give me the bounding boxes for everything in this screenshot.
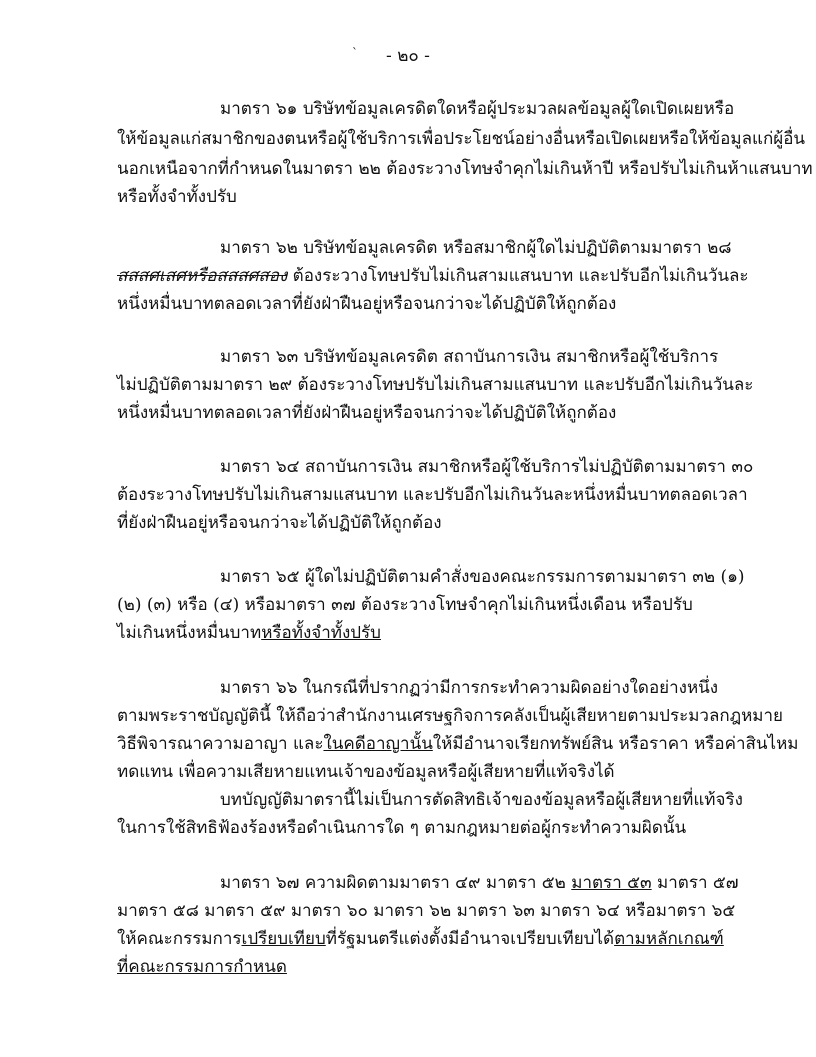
section-64-line-3: ที่ยังฝ่าฝืนอยู่หรือจนกว่าจะได้ปฏิบัติให้ถูกต้อง [117, 513, 442, 533]
section-66-line-1: มาตรา ๖๖ ในกรณีที่ปรากฏว่ามีการกระทำความผิดอย่างใดอย่างหนึ่ง [220, 678, 719, 698]
section-63-line-2: ไม่ปฏิบัติตามมาตรา ๒๙ ต้องระวางโทษปรับไม่เกินสามแสนบาท และปรับอีกไม่เกินวันละ [117, 375, 754, 395]
underlined-amendment: ที่คณะกรรมการกำหนด [117, 957, 287, 977]
section-65-line-3 [117, 622, 737, 644]
underlined-amendment: หรือทั้งจำทั้งปรับ [261, 623, 381, 643]
section-66-line-3-a: วิธีพิจารณาความอาญา และ [117, 734, 324, 754]
section-61-line-3: นอกเหนือจากที่กำหนดในมาตรา ๒๒ ต้องระวางโทษจำคุกไม่เกินห้าปี หรือปรับไม่เกินห้าแสนบาท [117, 159, 813, 179]
section-67-line-2: มาตรา ๕๘ มาตรา ๕๙ มาตรา ๖๐ มาตรา ๖๒ มาตรา ๖๓ มาตรา ๖๔ หรือมาตรา ๖๕ [117, 901, 736, 921]
section-66-line-3-c: ให้มีอำนาจเรียกทรัพย์สิน หรือราคา หรือค่าสินไหม [432, 734, 799, 754]
section-62-line-2-rest: ต้องระวางโทษปรับไม่เกินสามแสนบาท และปรับอีกไม่เกินวันละ [287, 266, 749, 286]
section-66-line-4: ทดแทน เพื่อความเสียหายแทนเจ้าของข้อมูลหรือผู้เสียหายที่แท้จริงได้ [117, 762, 615, 782]
section-65-line-2: (๒) (๓) หรือ (๔) หรือมาตรา ๓๗ ต้องระวางโทษจำคุกไม่เกินหนึ่งเดือน หรือปรับ [117, 595, 693, 615]
section-66-line-3 [117, 733, 799, 755]
scan-speck: ` [352, 46, 358, 60]
section-66-line-5: บทบัญญัติมาตรานี้ไม่เป็นการตัดสิทธิเจ้าของข้อมูลหรือผู้เสียหายที่แท้จริง [220, 790, 743, 810]
section-67-line-1-c: มาตรา ๕๗ [651, 873, 739, 893]
section-63-line-1: มาตรา ๖๓ บริษัทข้อมูลเครดิต สถาบันการเงิน สมาชิกหรือผู้ใช้บริการ [220, 347, 719, 367]
section-67-line-1-a: มาตรา ๖๗ ความผิดตามมาตรา ๔๙ มาตรา ๕๒ [220, 873, 572, 893]
underlined-amendment: ในคดีอาญานั้น [323, 734, 433, 754]
underlined-amendment: มาตรา ๕๓ [571, 873, 652, 893]
underlined-amendment: ตามหลักเกณฑ์ [614, 929, 724, 949]
section-66-line-6: ในการใช้สิทธิฟ้องร้องหรือดำเนินการใด ๆ ตามกฎหมายต่อผู้กระทำความผิดนั้น [117, 818, 687, 838]
section-66-line-2: ตามพระราชบัญญัตินี้ ให้ถือว่าสำนักงานเศรษฐกิจการคลังเป็นผู้เสียหายตามประมวลกฎหมาย [117, 706, 784, 726]
section-65-line-1: มาตรา ๖๕ ผู้ใดไม่ปฏิบัติตามคำสั่งของคณะกรรมการตามมาตรา ๓๒ (๑) [220, 567, 745, 587]
section-61-line-1: มาตรา ๖๑ บริษัทข้อมูลเครดิตใดหรือผู้ประมวลผลข้อมูลผู้ใดเปิดเผยหรือ [220, 99, 735, 119]
section-62-line-3: หนึ่งหมื่นบาทตลอดเวลาที่ยังฝ่าฝืนอยู่หรือจนกว่าจะได้ปฏิบัติให้ถูกต้อง [117, 294, 617, 314]
struck-text: สสสศเสศหรือสสสศสอง [117, 266, 288, 286]
section-61-line-2: ให้ข้อมูลแก่สมาชิกของตนหรือผู้ใช้บริการเพื่อประโยชน์อย่างอื่นหรือเปิดเผยหรือให้ข้อมูลแก่ผู้อื่น [117, 129, 806, 149]
section-62-line-1: มาตรา ๖๒ บริษัทข้อมูลเครดิต หรือสมาชิกผู้ใดไม่ปฏิบัติตามมาตรา ๒๘ [220, 238, 732, 258]
section-67-line-3 [117, 928, 737, 950]
section-67-line-3-a: ให้คณะกรรมการ [117, 929, 242, 949]
section-67-line-4 [117, 956, 737, 978]
section-63-line-3: หนึ่งหมื่นบาทตลอดเวลาที่ยังฝ่าฝืนอยู่หรือจนกว่าจะได้ปฏิบัติให้ถูกต้อง [117, 403, 617, 423]
section-62-line-2 [117, 265, 749, 287]
underlined-amendment: เปรียบเทียบ [241, 929, 326, 949]
page-number: - ๒๐ - [386, 46, 430, 66]
section-61-line-4: หรือทั้งจำทั้งปรับ [117, 187, 237, 207]
section-64-line-1: มาตรา ๖๔ สถาบันการเงิน สมาชิกหรือผู้ใช้บริการไม่ปฏิบัติตามมาตรา ๓๐ [220, 457, 754, 477]
section-65-line-3-a: ไม่เกินหนึ่งหมื่นบาท [117, 623, 262, 643]
section-67-line-1 [220, 872, 740, 894]
section-67-line-3-c: ที่รัฐมนตรีแต่งตั้งมีอำนาจเปรียบเทียบได้ [325, 929, 615, 949]
section-64-line-2: ต้องระวางโทษปรับไม่เกินสามแสนบาท และปรับอีกไม่เกินวันละหนึ่งหมื่นบาทตลอดเวลา [117, 485, 748, 505]
